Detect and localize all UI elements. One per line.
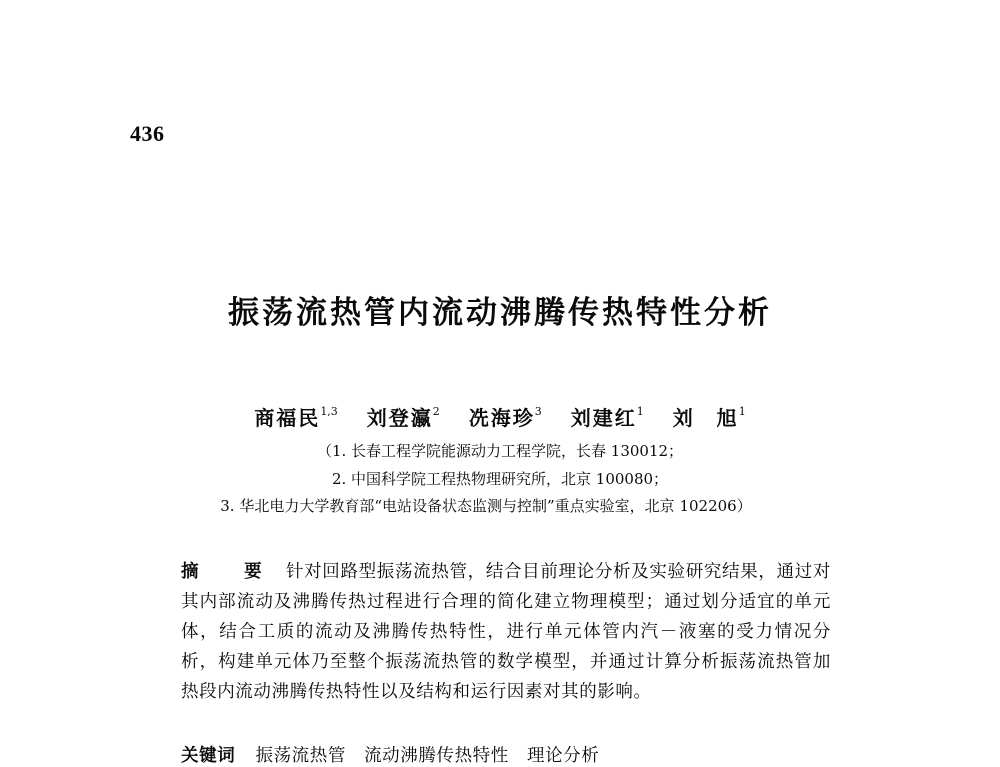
author-name: 刘建红	[570, 406, 637, 430]
keywords-block	[181, 742, 599, 767]
abstract-block	[181, 557, 831, 707]
author	[571, 402, 644, 431]
keywords-text: 振荡流热管 流动沸腾传热特性 理论分析	[255, 746, 600, 766]
author-affiliation-mark: 1	[636, 405, 644, 419]
author-affiliation-mark: 1,3	[320, 405, 338, 419]
author	[469, 402, 542, 431]
author-name: 冼海珍	[468, 406, 535, 430]
abstract-text: 针对回路型振荡流热管，结合目前理论分析及实验研究结果，通过对其内部流动及沸腾传热过程进行合理的简化建立物理模型；通过划分适宜的单元体，结合工质的流动及沸腾传热特性，进行单元体管内汽－液塞的受力情况分析，构建单元体乃至整个振荡流热管的数学模型，并通过计算分析振荡流热管加热段内流动沸腾传热特性以及结构和运行因素对其的影响。	[181, 562, 831, 702]
author	[367, 402, 440, 431]
author-name: 商福民	[254, 406, 321, 430]
affiliation-line: 2. 中国科学院工程热物理研究所，北京 100080；	[331, 470, 669, 488]
paper-title: 振荡流热管内流动沸腾传热特性分析	[228, 295, 772, 331]
affiliation-line: （1. 长春工程学院能源动力工程学院，长春 130012；	[316, 442, 684, 460]
author	[673, 402, 746, 431]
author-list	[0, 402, 1000, 431]
affiliation-line: 3. 华北电力大学教育部“电站设备状态监测与控制”重点实验室，北京 102206）	[220, 497, 752, 515]
author-affiliation-mark: 1	[738, 405, 746, 419]
page-number: 436	[130, 121, 165, 146]
abstract-label: 摘 要	[181, 562, 276, 582]
author-affiliation-mark: 3	[534, 405, 542, 419]
author-affiliation-mark: 2	[432, 405, 440, 419]
keywords-label: 关键词	[181, 746, 236, 766]
author-name: 刘登瀛	[366, 406, 433, 430]
author	[254, 402, 338, 431]
author-name: 刘 旭	[672, 406, 739, 430]
